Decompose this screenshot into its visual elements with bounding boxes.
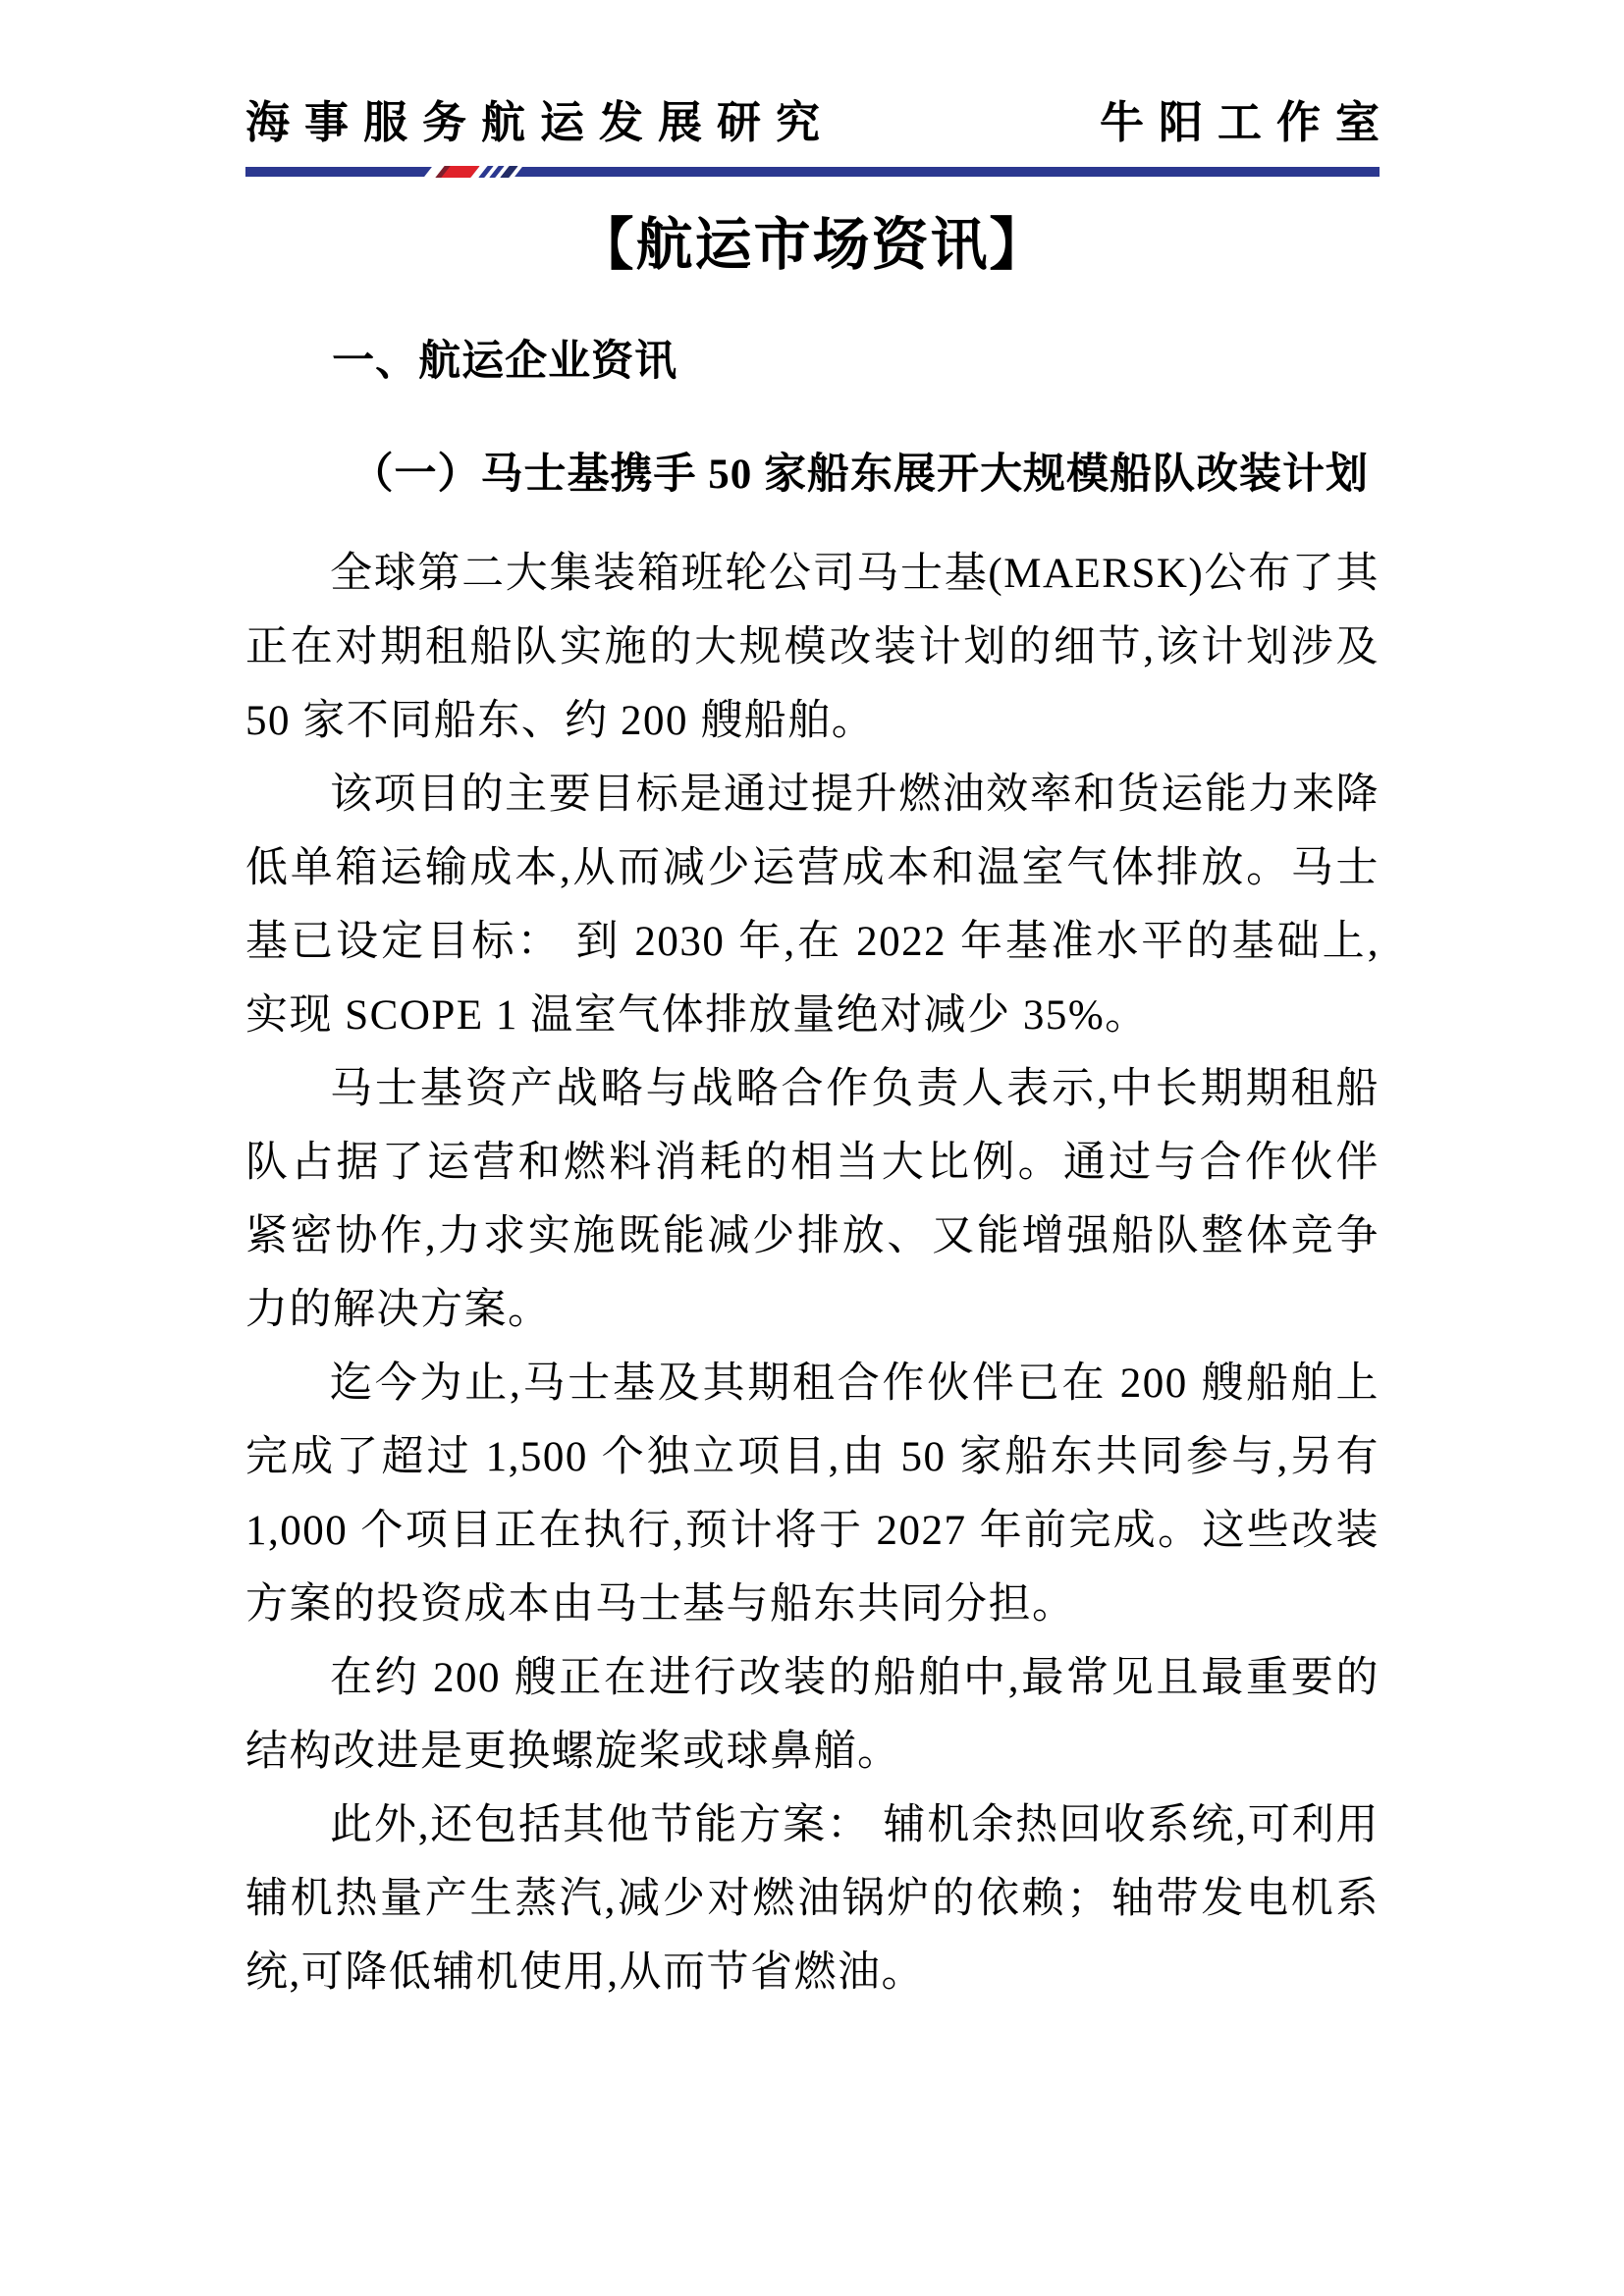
page-title: 【航运市场资讯】: [576, 213, 1049, 277]
page-header: [245, 97, 1394, 147]
paragraph: 马士基资产战略与战略合作负责人表示,中长期期租船队占据了运营和燃料消耗的相当大比例。通过与合作伙伴紧密协作,力求实施既能减少排放、又能增强船队整体竞争力的解决方案。: [245, 1066, 1380, 1333]
subsection-heading-maersk-retrofit: （一）马士基携手 50 家船东展开大规模船队改装计划: [351, 452, 1369, 498]
rule-slash-decoration-icon: [428, 166, 536, 178]
paragraph: 该项目的主要目标是通过提升燃油效率和货运能力来降低单箱运输成本,从而减少运营成本和温室气体排放。马士基已设定目标： 到 2030 年,在 2022 年基准水平的基础上,实现 SCOPE 1 温室气体排放量绝对减少 35%。: [245, 772, 1380, 1039]
article-body: [245, 537, 1380, 2009]
section-heading-company-news: 一、航运企业资讯: [332, 338, 678, 385]
header-right-title: 牛阳工作室: [1099, 97, 1394, 147]
paragraph: 在约 200 艘正在进行改装的船舶中,最常见且最重要的结构改进是更换螺旋桨或球鼻艏。: [245, 1655, 1380, 1775]
header-rule: [245, 167, 1380, 177]
paragraph: 迄今为止,马士基及其期租合作伙伴已在 200 艘船舶上完成了超过 1,500 个独立项目,由 50 家船东共同参与,另有 1,000 个项目正在执行,预计将于 2027 年前完成。这些改装方案的投资成本由马士基与船东共同分担。: [245, 1361, 1380, 1628]
header-left-title: 海事服务航运发展研究: [245, 97, 836, 147]
paragraph: 全球第二大集装箱班轮公司马士基(MAERSK)公布了其正在对期租船队实施的大规模改装计划的细节,该计划涉及 50 家不同船东、约 200 艘船舶。: [245, 551, 1380, 744]
paragraph: 此外,还包括其他节能方案： 辅机余热回收系统,可利用辅机热量产生蒸汽,减少对燃油锅炉的依赖；轴带发电机系统,可降低辅机使用,从而节省燃油。: [245, 1802, 1380, 1996]
